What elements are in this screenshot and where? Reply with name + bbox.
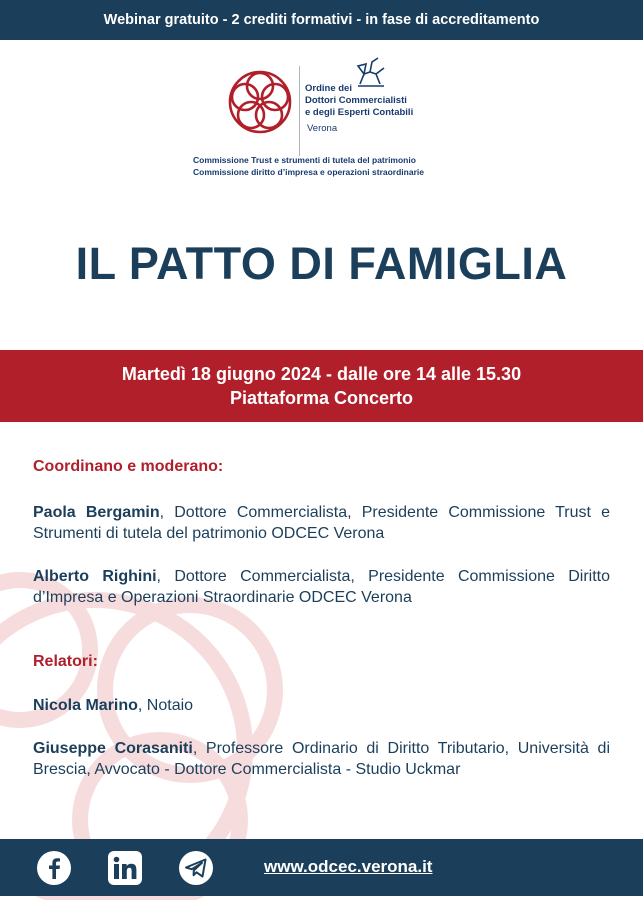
- event-date-time: Martedì 18 giugno 2024 - dalle ore 14 alle 15.30: [121, 364, 522, 384]
- order-name-line1: Ordine dei: [305, 83, 352, 94]
- person-name: Paola Bergamin: [33, 504, 160, 521]
- person-name: Alberto Righini: [33, 568, 157, 585]
- speaker-item: [33, 738, 610, 780]
- order-name-line2: Dottori Commercialisti: [305, 95, 407, 106]
- commissions-list: [193, 154, 424, 178]
- person-role: , Professore Ordinario di Diritto Tributario, Università di Brescia, Avvocato - Dottore Commercialista - Studio Uckmar: [33, 740, 610, 778]
- logo-block: [0, 56, 643, 196]
- order-city: Verona: [307, 123, 338, 134]
- commission-item: Commissione diritto d’impresa e operazioni straordinarie: [193, 167, 424, 177]
- website-link[interactable]: www.odcec.verona.it: [264, 857, 433, 876]
- moderator-item: [33, 566, 610, 608]
- person-role: , Dottore Commercialista, Presidente Commissione Diritto d’Impresa e Operazioni Straordinarie ODCEC Verona: [33, 568, 611, 606]
- speakers-heading: Relatori:: [33, 653, 98, 670]
- person-role: , Dottore Commercialista, Presidente Commissione Trust e Strumenti di tutela del patrimonio ODCEC Verona: [33, 504, 610, 542]
- speaker-item: [33, 695, 610, 716]
- telegram-icon[interactable]: [178, 850, 214, 886]
- facebook-icon[interactable]: [36, 850, 72, 886]
- banner-text: Webinar gratuito - 2 crediti formativi - in fase di accreditamento: [103, 12, 540, 28]
- commission-item: Commissione Trust e strumenti di tutela del patrimonio: [193, 155, 416, 165]
- person-role: , Notaio: [137, 697, 194, 714]
- person-name: Giuseppe Corasaniti: [33, 740, 193, 757]
- event-platform: Piattaforma Concerto: [229, 388, 414, 408]
- order-name-line3: e degli Esperti Contabili: [305, 107, 414, 118]
- odcec-knot-logo-icon: [224, 66, 296, 138]
- moderator-item: [33, 502, 610, 544]
- top-banner: [0, 0, 643, 40]
- order-name: [305, 83, 413, 119]
- footer-bar: [0, 839, 643, 896]
- linkedin-icon[interactable]: [107, 850, 143, 886]
- person-name: Nicola Marino: [33, 697, 138, 714]
- logo-divider: [299, 66, 300, 156]
- page-title: IL PATTO DI FAMIGLIA: [75, 238, 568, 289]
- speakers-content: [33, 456, 610, 780]
- moderators-heading: Coordinano e moderano:: [33, 458, 224, 475]
- event-date-bar: [0, 350, 643, 422]
